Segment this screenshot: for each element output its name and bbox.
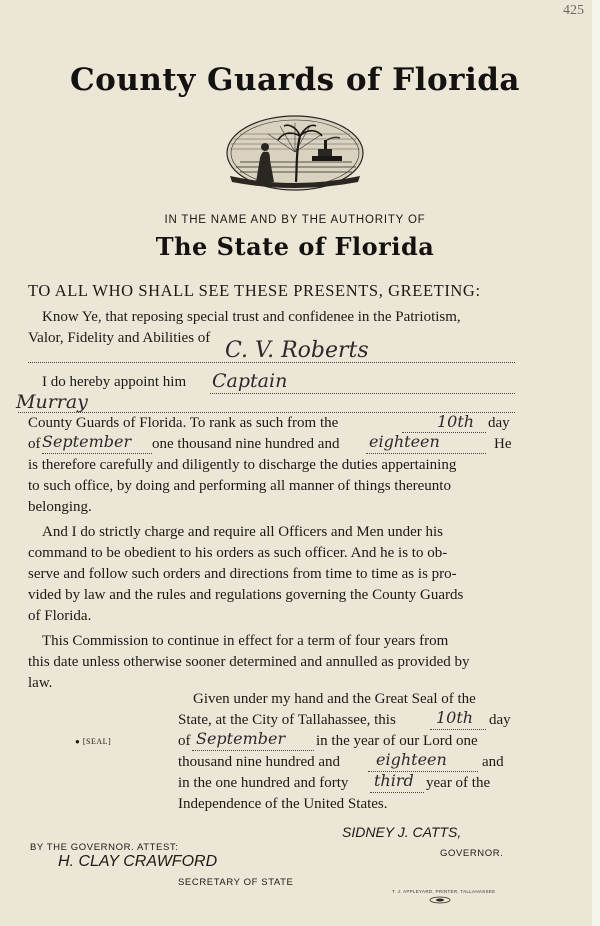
given-month: September xyxy=(196,729,286,748)
rank: Captain xyxy=(212,370,288,392)
charge-line-5: of Florida. xyxy=(28,608,92,624)
term-line-2: this date unless otherwise sooner determined and annulled as provided by xyxy=(28,654,470,670)
seal-label: [SEAL] xyxy=(82,737,112,746)
appointee-name: C. V. Roberts xyxy=(225,338,369,363)
duties-line-1: is therefore carefully and diligently to discharge the duties appertaining xyxy=(28,457,457,473)
rank-blank xyxy=(210,393,515,394)
florida-seal-vignette xyxy=(200,112,390,194)
duties-line-2: to such office, by doing and performing all manner of things thereunto xyxy=(28,478,451,494)
greeting: TO ALL WHO SHALL SEE THESE PRESENTS, GREETING: xyxy=(28,281,481,300)
given-line-6: Independence of the United States. xyxy=(178,796,388,812)
authority-line: IN THE NAME AND BY THE AUTHORITY OF xyxy=(164,214,426,226)
rank-line-millennium: one thousand nine hundred and xyxy=(152,436,340,452)
governor-title: GOVERNOR. xyxy=(440,848,504,859)
given-month-blank xyxy=(192,750,314,751)
commission-day: 10th xyxy=(437,412,475,431)
document-title: County Guards of Florida xyxy=(69,62,521,98)
rank-line-he: He xyxy=(494,436,512,452)
given-line-3-of: of xyxy=(178,733,191,749)
know-ye-line-1: Know Ye, that reposing special trust and confidenee in the Patriotism, xyxy=(42,309,461,325)
secretary-title: SECRETARY OF STATE xyxy=(178,877,294,888)
rank-line-day-word: day xyxy=(488,415,510,431)
rank-line-text: County Guards of Florida. To rank as such from the xyxy=(28,415,339,431)
page-edge xyxy=(592,0,600,926)
given-line-2-day-word: day xyxy=(489,712,511,728)
appoint-prefix: I do hereby appoint him xyxy=(42,374,187,390)
term-line-3: law. xyxy=(28,675,53,691)
printer-imprint: T. J. APPLEYARD, PRINTER, TALLAHASSEE xyxy=(392,889,496,894)
secretary-name: H. CLAY CRAWFORD xyxy=(58,853,218,870)
charge-line-2: command to be obedient to his orders as such officer. And he is to ob- xyxy=(28,545,448,561)
given-line-4-text: thousand nine hundred and xyxy=(178,754,341,770)
given-day-blank xyxy=(430,729,486,730)
given-line-3-text: in the year of our Lord one xyxy=(316,733,478,749)
printer-ornament-icon xyxy=(428,896,452,904)
state-title: The State of Florida xyxy=(155,232,435,261)
attest-line: BY THE GOVERNOR. ATTEST: xyxy=(30,842,179,853)
given-ordinal: third xyxy=(374,771,414,790)
month-blank xyxy=(42,453,152,454)
county-name: Murray xyxy=(16,391,88,413)
commission-month: September xyxy=(42,432,132,451)
year-blank xyxy=(366,453,486,454)
term-line-1: This Commission to continue in effect for a term of four years from xyxy=(42,633,449,649)
charge-line-1: And I do strictly charge and require all Officers and Men under his xyxy=(42,524,443,540)
given-line-5-end: year of the xyxy=(426,775,491,791)
given-year: eighteen xyxy=(376,750,447,769)
know-ye-line-2: Valor, Fidelity and Abilities of xyxy=(28,330,211,346)
seal-mark xyxy=(75,737,111,746)
duties-line-3: belonging. xyxy=(28,499,92,515)
given-line-5-text: in the one hundred and forty xyxy=(178,775,349,791)
seal-dot-icon: ● xyxy=(75,737,83,746)
given-ordinal-blank xyxy=(370,792,424,793)
given-day: 10th xyxy=(436,708,474,727)
governor-name: SIDNEY J. CATTS, xyxy=(342,824,462,840)
given-line-4-and: and xyxy=(482,754,504,770)
page-number: 425 xyxy=(563,3,584,18)
charge-line-3: serve and follow such orders and directions from time to time as is pro- xyxy=(28,566,457,582)
given-line-1: Given under my hand and the Great Seal of the xyxy=(193,691,476,707)
given-line-2-text: State, at the City of Tallahassee, this xyxy=(178,712,396,728)
charge-line-4: vided by law and the rules and regulations governing the County Guards xyxy=(28,587,464,603)
commission-year: eighteen xyxy=(369,432,440,451)
rank-line-of: of xyxy=(28,436,41,452)
